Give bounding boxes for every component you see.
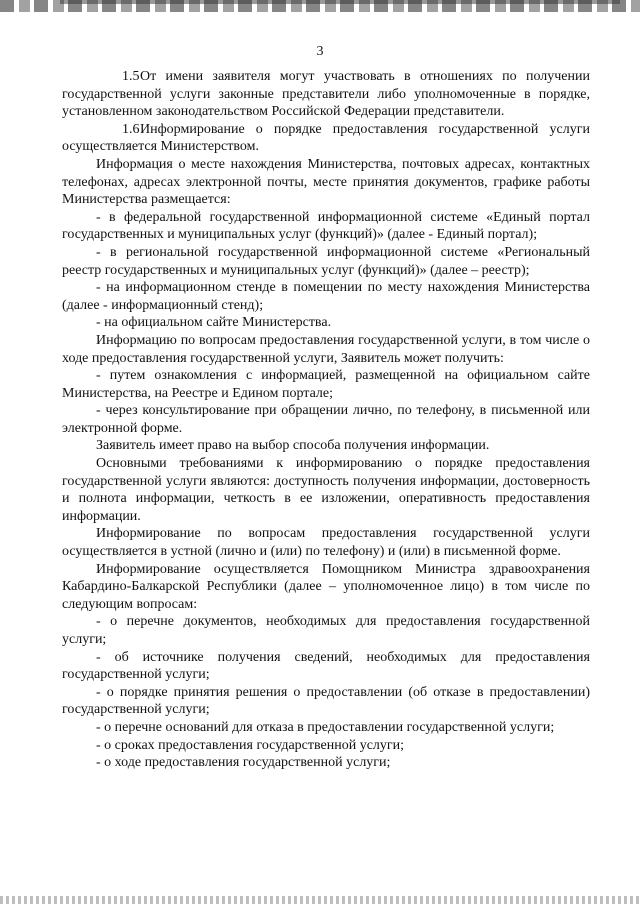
list-item: - о сроках предоставления государственной услуги; (96, 737, 405, 753)
list-item: - в региональной государственной информационной системе «Региональный реестр государственных и муниципальных услуг (функций)» (далее – реестр); (62, 244, 590, 278)
list-item: - о порядке принятия решения о предоставлении (об отказе в предоставлении) государственной услуги; (62, 684, 590, 718)
section-text: Информирование о порядке предоставления государственной услуги осуществляется Министерством. (62, 121, 590, 155)
page-number: 3 (316, 44, 324, 59)
scan-edge-top-line (60, 0, 620, 4)
section-number: 1.6 (122, 121, 140, 137)
paragraph: Информирование осуществляется Помощником Министра здравоохранения Кабардино-Балкарской Республики (далее – уполномоченное лицо) в том числе по следующим вопросам: (62, 561, 590, 612)
paragraph: Информирование по вопросам предоставления государственной услуги осуществляется в устной (лично и (или) по телефону) и (или) в письменной форме. (62, 526, 590, 560)
list-item: - в федеральной государственной информационной системе «Единый портал государственных и муниципальных услуг (функций)» (далее - Единый портал); (62, 209, 590, 243)
document-body (62, 68, 590, 772)
list-item: - о перечне документов, необходимых для предоставления государственной услуги; (62, 614, 590, 647)
list-item: - через консультирование при обращении лично, по телефону, в письменной или электронной форме. (62, 403, 590, 436)
scan-edge-bottom (0, 896, 640, 904)
list-item: - путем ознакомления с информацией, размещенной на официальном сайте Министерства, на Реестре и Едином портале; (62, 368, 590, 401)
list-item: - на информационном стенде в помещении по месту нахождения Министерства (далее - информационный стенд); (62, 280, 590, 313)
paragraph: Информация о месте нахождения Министерства, почтовых адресах, контактных телефонах, адресах электронной почты, месте принятия документов, графике работы Министерства размещается: (62, 156, 590, 208)
section-number: 1.5 (122, 69, 140, 84)
paragraph: Заявитель имеет право на выбор способа получения информации. (96, 438, 490, 454)
section-1-6 (62, 121, 590, 156)
section-text: От имени заявителя могут участвовать в отношениях по получении государственной услуги законные представители либо уполномоченные в порядке, установленном законодательством Российской Федерации представители. (62, 69, 590, 120)
list-item: - об источнике получения сведений, необходимых для предоставления государственной услуги; (62, 649, 590, 683)
list-item: - о перечне оснований для отказа в предоставлении государственной услуги; (96, 719, 555, 735)
list-item: - о ходе предоставления государственной услуги; (96, 755, 391, 771)
paragraph: Основными требованиями к информированию о порядке предоставления государственной услуги являются: доступность получения информации, достоверность и полнота информации, четкость в ее изложении, оперативность предоставления информации. (62, 456, 590, 524)
section-1-5 (62, 68, 590, 121)
paragraph: Информацию по вопросам предоставления государственной услуги, в том числе о ходе предоставления государственной услуги, Заявитель может получить: (62, 332, 590, 366)
list-item: - на официальном сайте Министерства. (96, 315, 332, 331)
